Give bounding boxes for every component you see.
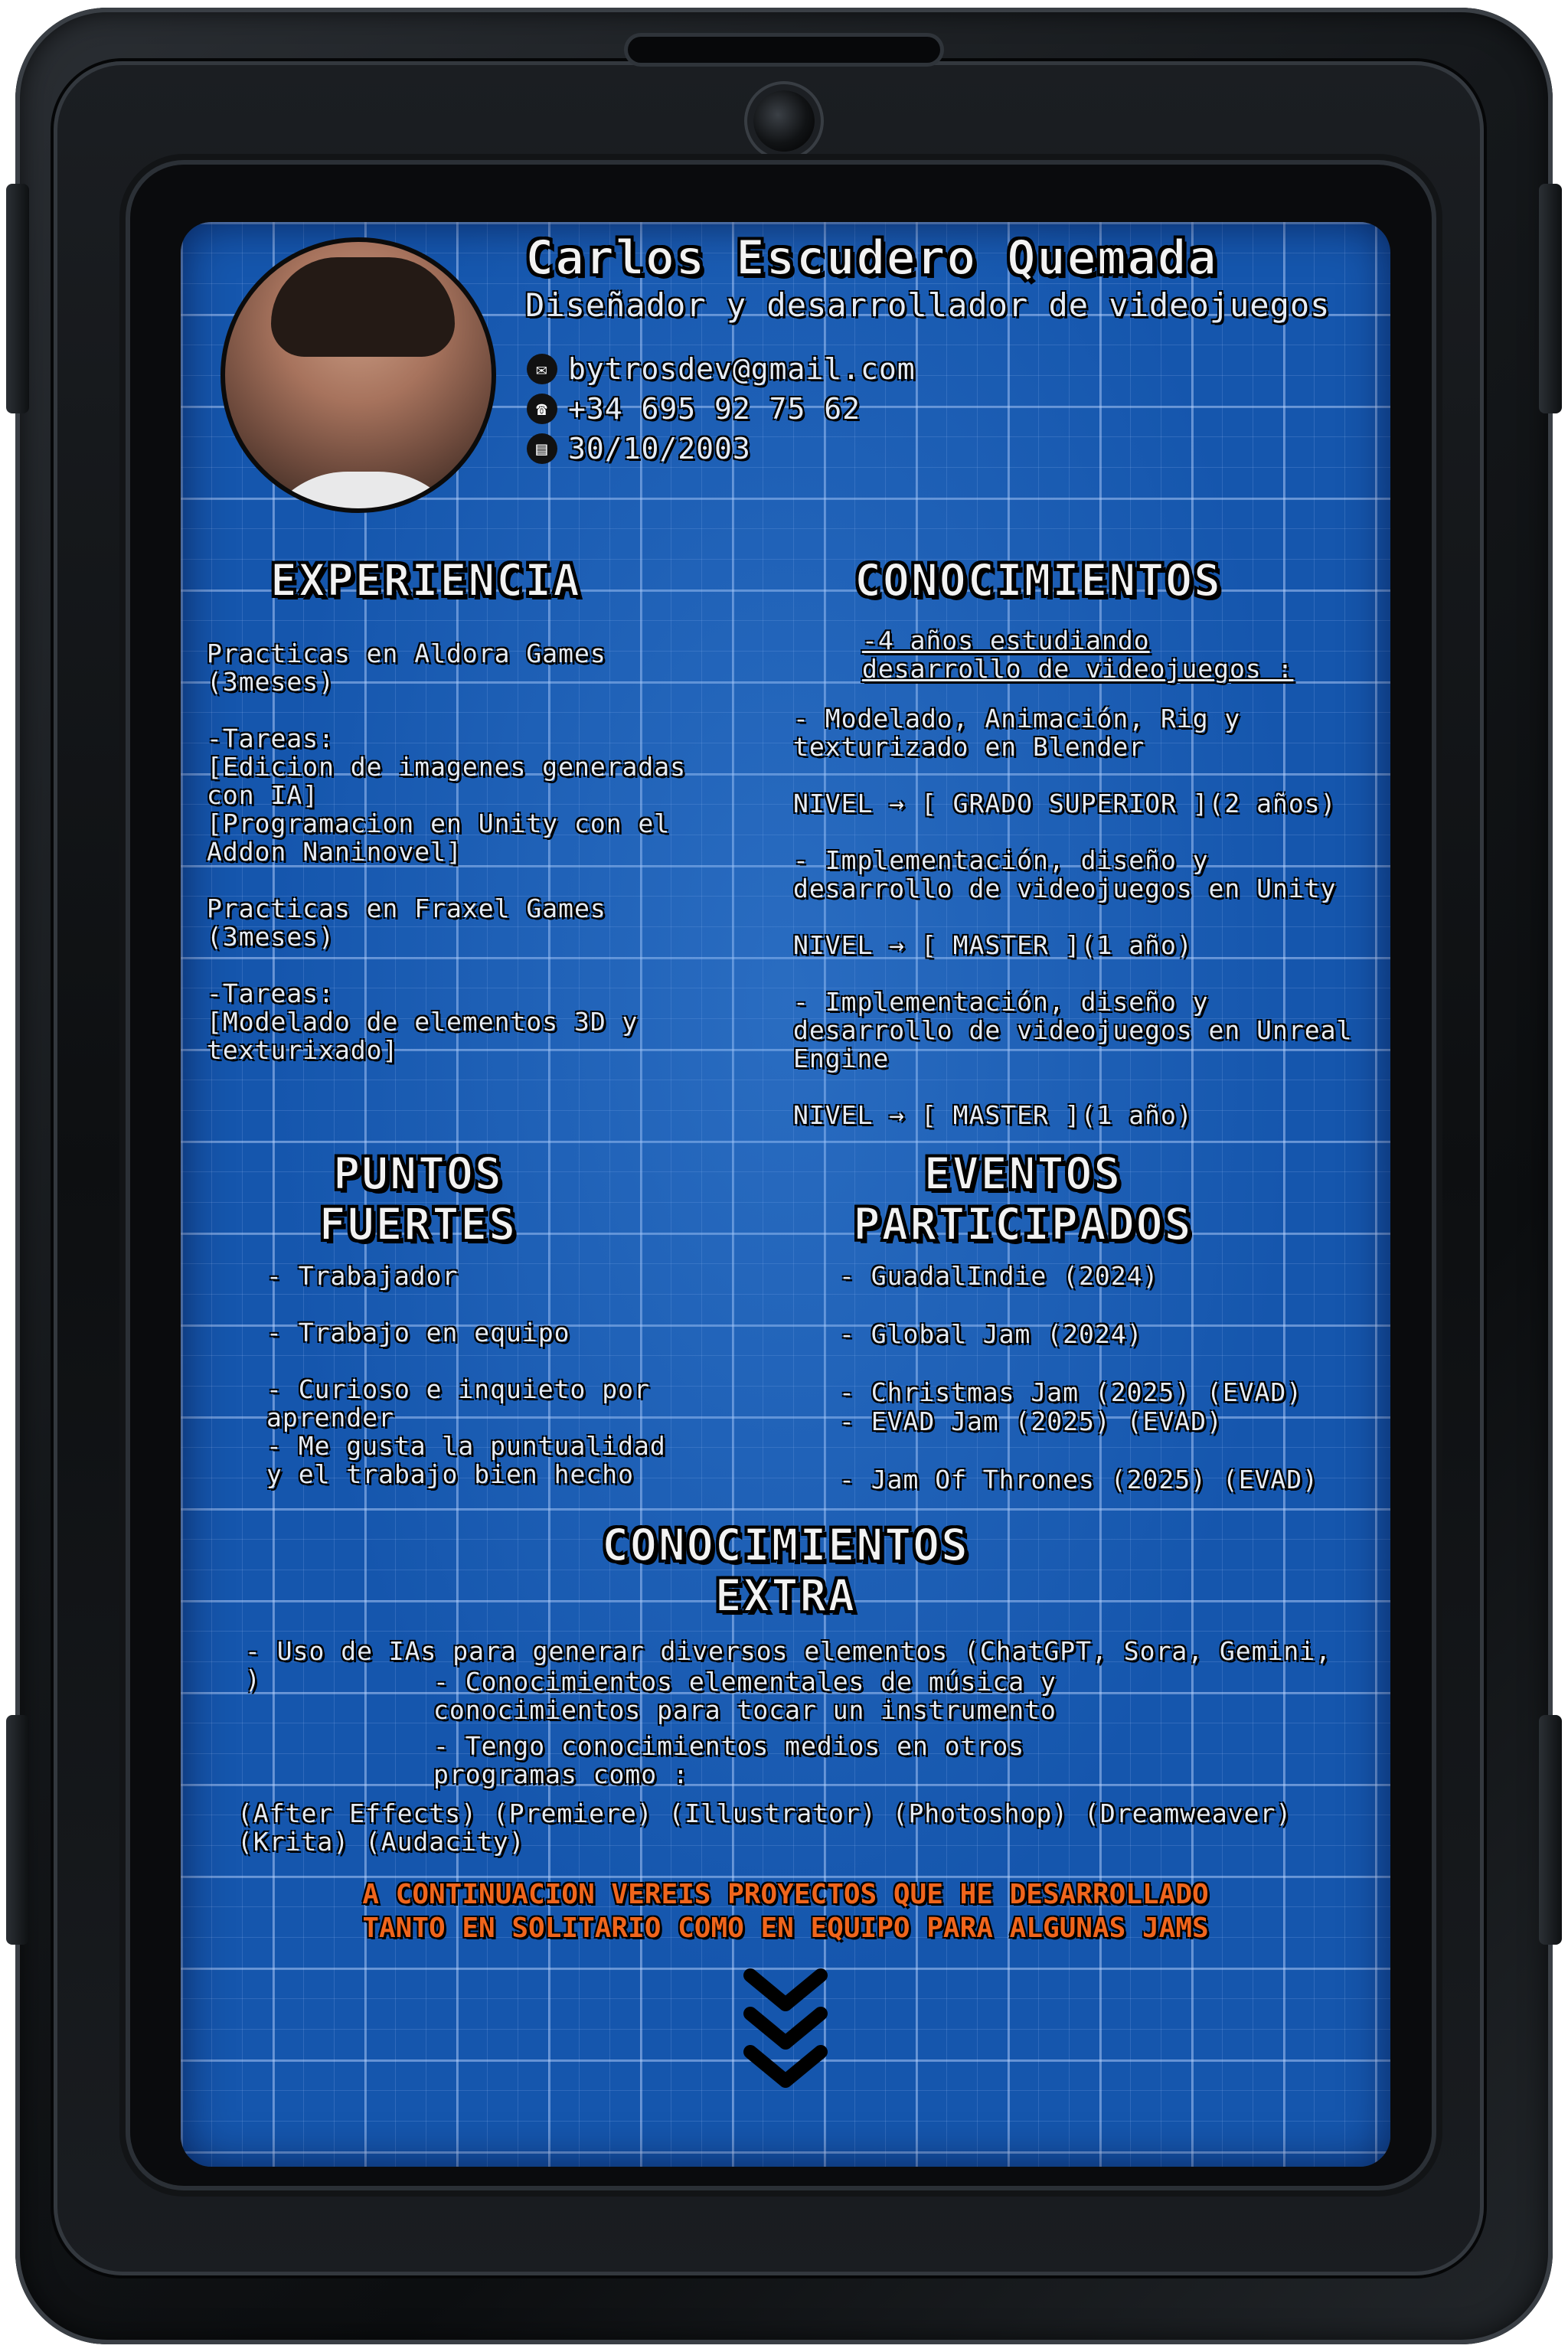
chevron-down-icon[interactable] xyxy=(740,1960,831,2113)
puntos-fuertes-body: - Trabajador - Trabajo en equipo - Curioso e inquieto por aprender - Me gusta la puntualidad y el trabajo bien hecho xyxy=(266,1261,666,1489)
extra-line-program-list: (After Effects) (Premiere) (Illustrator) (Photoshop) (Dreamweaver) (Krita) (Audacity) xyxy=(237,1798,1292,1857)
cv-screen[interactable] xyxy=(181,222,1390,2167)
speaker-slot xyxy=(628,37,940,63)
birthdate-text: 30/10/2003 xyxy=(568,432,751,466)
email-text: bytrosdev@gmail.com xyxy=(568,352,916,386)
side-button xyxy=(6,1715,29,1945)
phone-text: +34 695 92 75 62 xyxy=(568,392,861,426)
conocimientos-body: - Modelado, Animación, Rig y texturizado en Blender NIVEL → [ GRADO SUPERIOR ](2 años) - Implementación, diseño y desarrollo de videojuegos en Unity NIVEL → [ MASTER ](1 año) - Implementación, diseño y desarrollo de videojuegos en Unreal Engine NIVEL → [ MASTER ](1 año) xyxy=(793,704,1353,1130)
side-button xyxy=(1539,184,1562,413)
experiencia-heading: EXPERIENCIA xyxy=(270,554,582,606)
contact-email[interactable] xyxy=(527,352,916,386)
side-button xyxy=(1539,1715,1562,1945)
conocimientos-intro: -4 años estudiando desarrollo de videojuegos : xyxy=(862,626,1294,684)
extra-line-music: - Conocimientos elementales de música y conocimientos para tocar un instrumento xyxy=(433,1667,1057,1725)
extra-heading: CONOCIMIENTOS EXTRA xyxy=(602,1519,969,1622)
conocimientos-heading: CONOCIMIENTOS xyxy=(854,554,1222,606)
puntos-fuertes-heading: PUNTOS FUERTES xyxy=(318,1148,518,1250)
side-button xyxy=(6,184,29,413)
extra-line-programs: - Tengo conocimientos medios en otros programas como : xyxy=(433,1731,1025,1789)
cake-icon: ▤ xyxy=(527,433,557,464)
contact-phone[interactable] xyxy=(527,392,861,426)
profile-name: Carlos Escudero Quemada xyxy=(525,230,1218,286)
eventos-heading: EVENTOS PARTICIPADOS xyxy=(853,1148,1193,1250)
avatar xyxy=(220,237,496,513)
profile-role: Diseñador y desarrollador de videojuegos xyxy=(525,286,1331,324)
eventos-body: - GuadalIndie (2024) - Global Jam (2024) - Christmas Jam (2025) (EVAD) - EVAD Jam (2025) (EVAD) - Jam Of Thrones (2025) (EVAD) xyxy=(839,1261,1319,1494)
extra-line-ia: - Uso de IAs para generar diversos elementos (ChatGPT, Sora, Gemini, ) xyxy=(245,1636,1332,1694)
contact-birthdate xyxy=(527,432,751,466)
phone-icon: ☎ xyxy=(527,394,557,424)
experiencia-body: Practicas en Aldora Games (3meses) -Tareas: [Edicion de imagenes generadas con IA] [Programacion en Unity con el Addon Naninovel] Practicas en Fraxel Games (3meses) -Tareas: [Modelado de elementos 3D y texturixado] xyxy=(207,639,687,1065)
projects-callout: A CONTINUACION VEREIS PROYECTOS QUE HE DESARROLLADO TANTO EN SOLITARIO COMO EN EQUIPO PARA ALGUNAS JAMS xyxy=(362,1879,1209,1944)
avatar-shirt xyxy=(256,472,470,513)
camera-icon xyxy=(753,90,815,152)
avatar-hair xyxy=(271,257,455,357)
envelope-icon: ✉ xyxy=(527,354,557,384)
